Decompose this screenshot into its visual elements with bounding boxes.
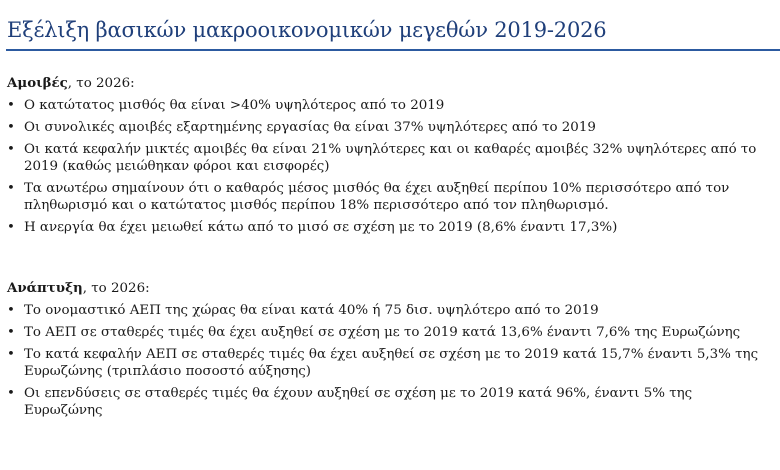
bullet-glyph: • (7, 120, 15, 135)
slide-title: Εξέλιξη βασικών μακροοικονομικών μεγεθών 2019-2026 (7, 18, 607, 42)
section-heading (7, 280, 779, 297)
bullet-text: Οι επενδύσεις σε σταθερές τιμές θα έχουν αυξηθεί σε σχέση με το 2019 κατά 96%, έναντι 5% της (24, 386, 693, 401)
bullet-item (7, 141, 779, 175)
bullet-text-continued: πληθωρισμό και ο κατώτατος μισθός περίπου 18% περισσότερο από τον πληθωρισμό. (24, 198, 609, 213)
bullet-text-continued: 2019 (καθώς μειώθηκαν φόροι και εισφορές) (24, 159, 330, 174)
bullet-text-continued: Ευρωζώνης (24, 403, 103, 418)
bullet-item (7, 324, 779, 341)
bullet-glyph: • (7, 181, 15, 196)
title-underline (6, 49, 780, 51)
bullet-text: Ο κατώτατος μισθός θα είναι >40% υψηλότερος από το 2019 (24, 98, 445, 113)
bullet-text: Τα ανωτέρω σημαίνουν ότι ο καθαρός μέσος μισθός θα έχει αυξηθεί περίπου 10% περισσότερο από τον (24, 181, 730, 196)
bullet-text: Οι συνολικές αμοιβές εξαρτημένης εργασίας θα είναι 37% υψηλότερες από το 2019 (24, 120, 596, 135)
bullet-item (7, 346, 779, 380)
bullet-glyph: • (7, 142, 15, 157)
bullet-glyph: • (7, 98, 15, 113)
section-heading-bold: Ανάπτυξη (7, 280, 83, 296)
bullet-item (7, 180, 779, 214)
section-wages (7, 75, 779, 241)
bullet-glyph: • (7, 303, 15, 318)
bullet-text-continued: Ευρωζώνης (τριπλάσιο ποσοστό αύξησης) (24, 364, 311, 379)
bullet-item (7, 97, 779, 114)
bullet-glyph: • (7, 347, 15, 362)
bullet-list (7, 97, 779, 236)
section-heading-rest: , το 2026: (67, 76, 135, 91)
bullet-text: Η ανεργία θα έχει μειωθεί κάτω από το μισό σε σχέση με το 2019 (8,6% έναντι 17,3%) (24, 220, 618, 235)
bullet-glyph: • (7, 325, 15, 340)
bullet-text: Το ΑΕΠ σε σταθερές τιμές θα έχει αυξηθεί σε σχέση με το 2019 κατά 13,6% έναντι 7,6% της Ευρωζώνης (24, 325, 741, 340)
section-growth (7, 280, 779, 424)
bullet-item (7, 385, 779, 419)
bullet-item (7, 219, 779, 236)
bullet-list (7, 302, 779, 419)
bullet-item (7, 119, 779, 136)
bullet-text: Το ονομαστικό ΑΕΠ της χώρας θα είναι κατά 40% ή 75 δισ. υψηλότερο από το 2019 (24, 303, 599, 318)
section-heading-bold: Αμοιβές (7, 75, 68, 91)
section-heading (7, 75, 779, 92)
bullet-text: Το κατά κεφαλήν ΑΕΠ σε σταθερές τιμές θα έχει αυξηθεί σε σχέση με το 2019 κατά 15,7% έναντι 5,3% της (24, 347, 759, 362)
bullet-glyph: • (7, 386, 15, 401)
section-heading-rest: , το 2026: (82, 281, 150, 296)
bullet-glyph: • (7, 220, 15, 235)
bullet-text: Οι κατά κεφαλήν μικτές αμοιβές θα είναι 21% υψηλότερες και οι καθαρές αμοιβές 32% υψηλότερες από το (24, 142, 757, 157)
bullet-item (7, 302, 779, 319)
